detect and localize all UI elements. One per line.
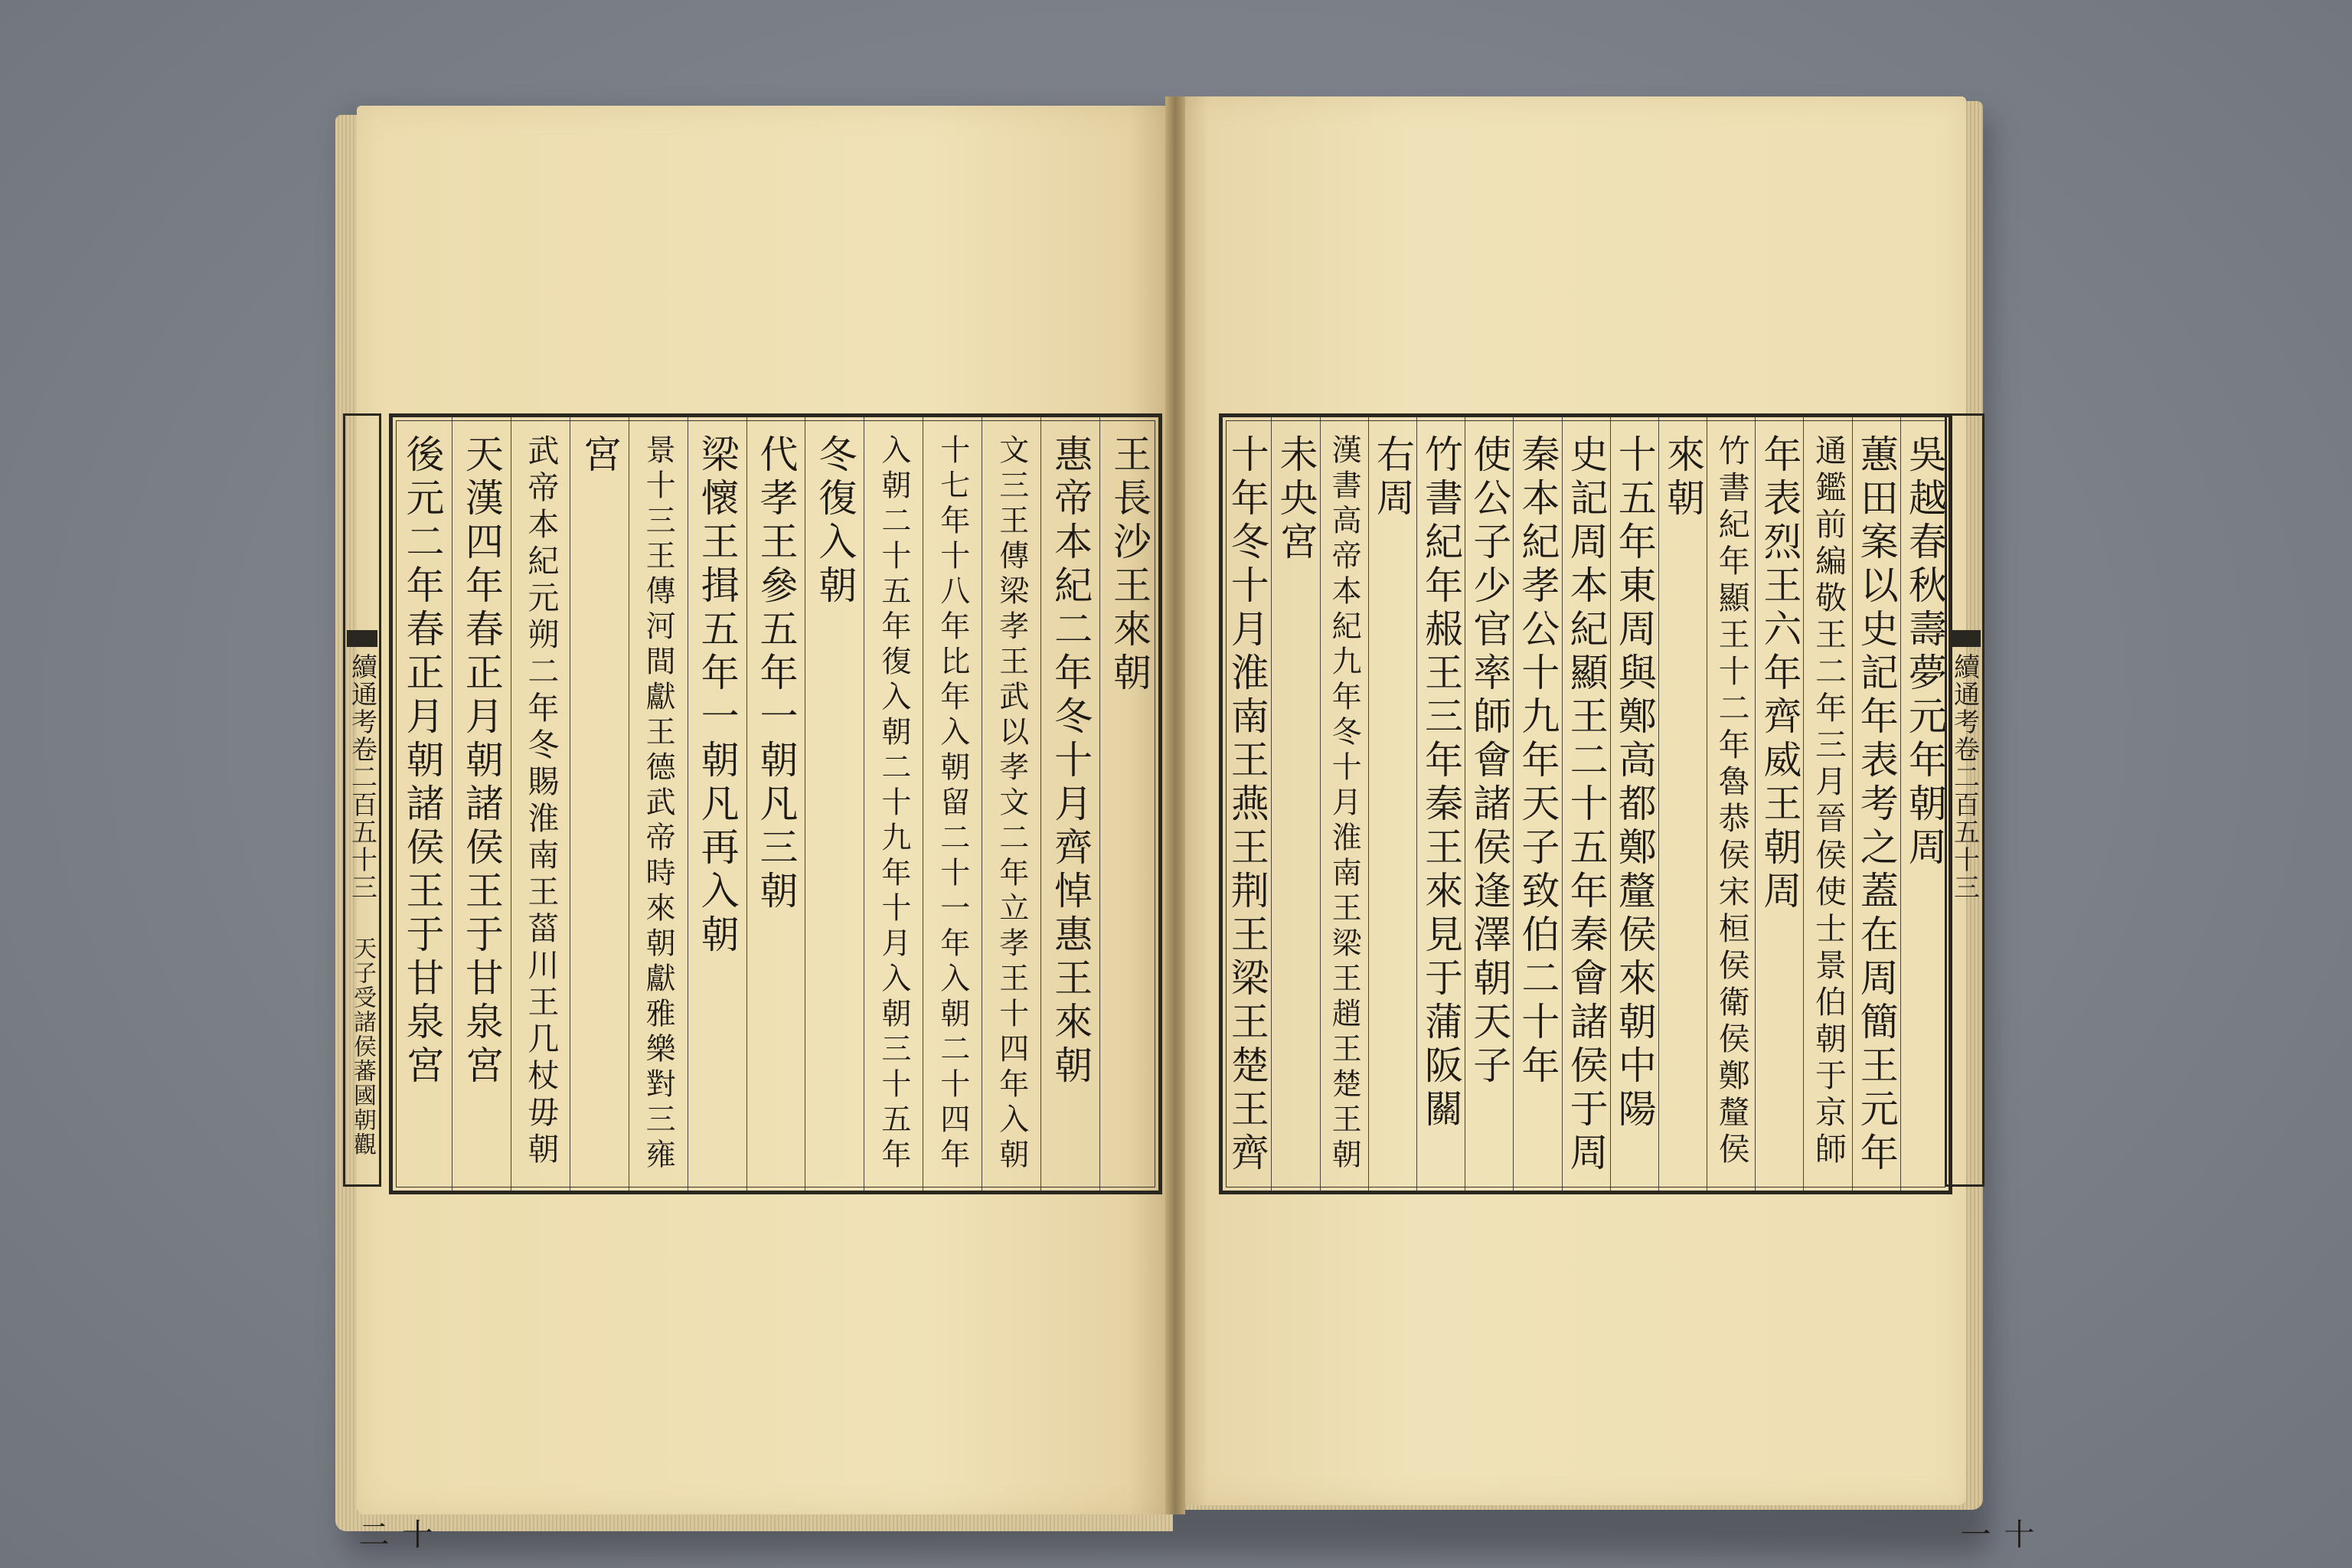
left-columns	[393, 417, 1158, 1191]
left-strip-section: 天子受諸侯蕃國朝觀	[349, 936, 376, 1157]
column-text: 惠帝本紀二年冬十月齊悼惠王來朝	[1048, 434, 1093, 1089]
text-column	[1755, 417, 1803, 1191]
column-text: 梁懷王揖五年一朝凡再入朝	[694, 434, 740, 958]
text-column	[1099, 417, 1158, 1191]
text-column	[688, 417, 746, 1191]
column-text: 未央宮	[1273, 434, 1318, 565]
column-text: 宮	[577, 434, 622, 478]
right-text-frame	[1219, 413, 1952, 1194]
text-column	[1320, 417, 1368, 1191]
text-column	[1803, 417, 1851, 1191]
column-text: 使公子少官率師會諸侯逢澤朝天子	[1467, 434, 1512, 1089]
text-column	[1465, 417, 1513, 1191]
column-text: 後元二年春正月朝諸侯王于甘泉宮	[400, 434, 445, 1089]
column-text: 十年冬十月淮南王燕王荆王梁王楚王齊	[1224, 434, 1269, 1176]
text-column	[805, 417, 864, 1191]
text-column	[1707, 417, 1755, 1191]
right-strip-title: 續通考卷二百五十三	[1949, 653, 1980, 901]
column-text: 王長沙王來朝	[1107, 434, 1152, 696]
text-column	[629, 417, 688, 1191]
text-column	[452, 417, 511, 1191]
book-gutter	[1165, 96, 1185, 1514]
text-column	[1040, 417, 1099, 1191]
text-column	[1658, 417, 1707, 1191]
column-text: 通鑑前編敬王二年三月晉侯使士景伯朝于京師	[1810, 434, 1847, 1169]
text-column	[746, 417, 805, 1191]
column-text: 入朝二十五年復入朝二十九年十月入朝三十五年	[876, 434, 911, 1174]
fishtail-mark	[1949, 630, 1981, 647]
column-text: 吳越春秋壽夢元年朝周	[1902, 434, 1947, 871]
column-text: 代孝王參五年一朝凡三朝	[753, 434, 799, 914]
left-page-number: 十二	[354, 1518, 433, 1549]
right-page-number: 十一	[1955, 1518, 2034, 1549]
text-column	[1852, 417, 1900, 1191]
right-center-strip	[1945, 413, 2034, 1549]
text-column	[864, 417, 923, 1191]
column-text: 十七年十八年比年入朝留二十一年入朝二十四年	[935, 434, 970, 1174]
text-column	[1900, 417, 1949, 1191]
text-column	[982, 417, 1040, 1191]
column-text: 景十三王傳河間獻王德武帝時來朝獻雅樂對三雍	[641, 434, 676, 1174]
column-text: 漢書高帝本紀九年冬十月淮南王梁王趙王楚王朝	[1327, 434, 1362, 1174]
column-text: 竹書紀年赧王三年秦王來見于蒲阪關	[1419, 434, 1464, 1132]
column-text: 蕙田案以史記年表考之蓋在周簡王元年	[1854, 434, 1899, 1176]
column-text: 武帝本紀元朔二年冬賜淮南王菑川王几杖毋朝	[522, 434, 560, 1169]
text-column	[923, 417, 982, 1191]
text-column	[1271, 417, 1319, 1191]
column-text: 天漢四年春正月朝諸侯王于甘泉宮	[459, 434, 504, 1089]
text-column	[511, 417, 570, 1191]
column-text: 史記周本紀顯王二十五年秦會諸侯于周	[1563, 434, 1609, 1176]
text-column	[393, 417, 452, 1191]
column-text: 竹書紀年顯王十二年魯恭侯宋桓侯衛侯鄭釐侯	[1713, 434, 1750, 1169]
fishtail-mark	[347, 630, 377, 647]
column-text: 來朝	[1660, 434, 1705, 521]
column-text: 年表烈王六年齊威王朝周	[1757, 434, 1802, 914]
column-text: 文三王傳梁孝王武以孝文二年立孝王十四年入朝	[994, 434, 1029, 1174]
text-column	[570, 417, 629, 1191]
column-text: 十五年東周與鄭高都鄭釐侯來朝中陽	[1612, 434, 1657, 1132]
text-column	[1562, 417, 1610, 1191]
column-text: 右周	[1370, 434, 1415, 521]
text-column	[1416, 417, 1465, 1191]
right-columns	[1223, 417, 1949, 1191]
column-text: 秦本紀孝公十九年天子致伯二十年	[1515, 434, 1560, 1089]
left-strip-title: 續通考卷二百五十三	[346, 653, 377, 901]
text-column	[1513, 417, 1561, 1191]
column-text: 冬復入朝	[812, 434, 858, 609]
text-column	[1223, 417, 1271, 1191]
left-text-frame	[389, 413, 1162, 1194]
text-column	[1610, 417, 1658, 1191]
text-column	[1368, 417, 1416, 1191]
